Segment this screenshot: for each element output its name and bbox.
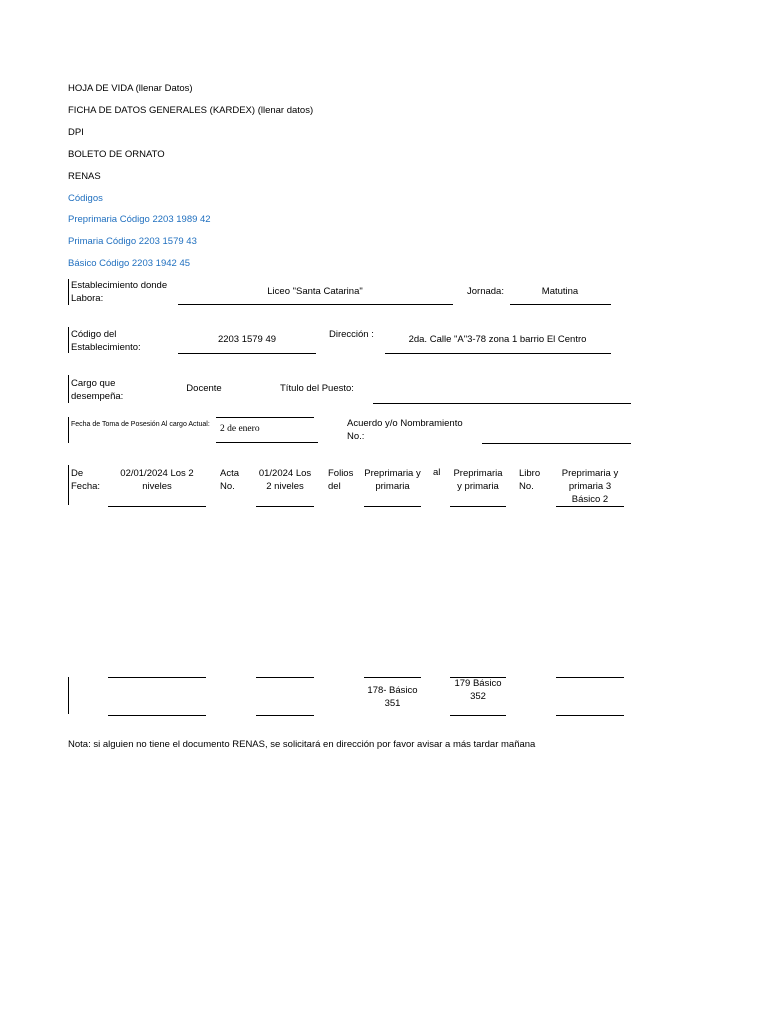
acuerdo-underline: [482, 443, 631, 444]
row2-topline-libro: [556, 677, 624, 678]
jornada-value[interactable]: Matutina: [541, 286, 579, 297]
de-fecha-underline: [108, 506, 206, 507]
row-border: [68, 375, 69, 403]
acuerdo-value[interactable]: [483, 428, 629, 442]
direccion-label: Dirección :: [329, 329, 374, 340]
row2-folios-value[interactable]: 178- Básico 351: [367, 685, 418, 709]
direccion-underline: [385, 353, 611, 354]
code-basico: Básico Código 2203 1942 45: [68, 258, 191, 269]
row2-underline-de-fecha: [108, 715, 206, 716]
cargo-label: Cargo que desempeña:: [71, 378, 124, 402]
al-value[interactable]: Preprimaria y primaria: [453, 468, 503, 492]
titulo-underline: [373, 403, 631, 404]
row2-underline-al: [450, 715, 506, 716]
titulo-label: Título del Puesto:: [280, 383, 354, 394]
checklist-item-renas: RENAS: [68, 171, 101, 182]
codigo-label: Código del Establecimiento:: [71, 329, 141, 353]
libro-label: Libro No.: [519, 468, 541, 492]
establecimiento-label: Establecimiento donde Labora:: [71, 280, 168, 304]
row2-underline-acta: [256, 715, 314, 716]
code-preprimaria: Preprimaria Código 2203 1989 42: [68, 214, 211, 225]
checklist-item-ficha-datos: FICHA DE DATOS GENERALES (KARDEX) (llenar datos): [68, 105, 314, 116]
row2-topline-acta: [256, 677, 314, 678]
fecha-toma-value[interactable]: 2 de enero: [220, 424, 260, 434]
checklist-item-dpi: DPI: [68, 127, 84, 138]
titulo-value[interactable]: [374, 383, 630, 397]
note-text: Nota: si alguien no tiene el documento RENAS, se solicitará en dirección por favor avisar a más tardar mañana: [68, 739, 536, 750]
de-fecha-label: De Fecha:: [71, 468, 101, 492]
codes-heading: Códigos: [68, 193, 103, 204]
row-border: [68, 417, 69, 443]
folios-underline: [364, 506, 421, 507]
de-fecha-value[interactable]: 02/01/2024 Los 2 niveles: [120, 468, 194, 492]
acta-value[interactable]: 01/2024 Los 2 niveles: [258, 468, 312, 492]
row2-underline-libro: [556, 715, 624, 716]
libro-value[interactable]: Preprimaria y primaria 3 Básico 2: [561, 468, 619, 505]
acta-underline: [256, 506, 314, 507]
checklist-item-hoja-de-vida: HOJA DE VIDA (llenar Datos): [68, 83, 193, 94]
row-border: [68, 327, 69, 353]
code-primaria: Primaria Código 2203 1579 43: [68, 236, 197, 247]
establecimiento-underline: [178, 304, 453, 305]
codigo-underline: [178, 353, 316, 354]
checklist-item-boleto-ornato: BOLETO DE ORNATO: [68, 149, 165, 160]
direccion-value[interactable]: 2da. Calle "A"3-78 zona 1 barrio El Centro: [408, 334, 587, 345]
cargo-value[interactable]: Docente: [186, 383, 222, 394]
codigo-value[interactable]: 2203 1579 49: [217, 334, 277, 345]
jornada-label: Jornada:: [467, 286, 504, 297]
jornada-underline: [510, 304, 611, 305]
fecha-toma-underline: [216, 442, 318, 443]
acuerdo-label: Acuerdo y/o Nombramiento No.:: [347, 418, 463, 442]
row2-topline-de-fecha: [108, 677, 206, 678]
row2-al-value[interactable]: 179 Básico 352: [454, 678, 502, 702]
row-border: [68, 465, 69, 505]
folios-label: Folios del: [328, 468, 354, 492]
row2-topline-folios: [364, 677, 421, 678]
al-label: al: [433, 467, 441, 478]
row-border: [68, 279, 69, 305]
libro-underline: [556, 506, 624, 507]
fecha-toma-label: Fecha de Toma de Posesión Al cargo Actual:: [71, 421, 210, 428]
folios-value[interactable]: Preprimaria y primaria: [364, 468, 421, 492]
establecimiento-value[interactable]: Liceo "Santa Catarina": [267, 286, 363, 297]
fecha-toma-topline: [216, 417, 314, 418]
al-underline: [450, 506, 506, 507]
row-border: [68, 677, 69, 714]
acta-label: Acta No.: [220, 468, 240, 492]
